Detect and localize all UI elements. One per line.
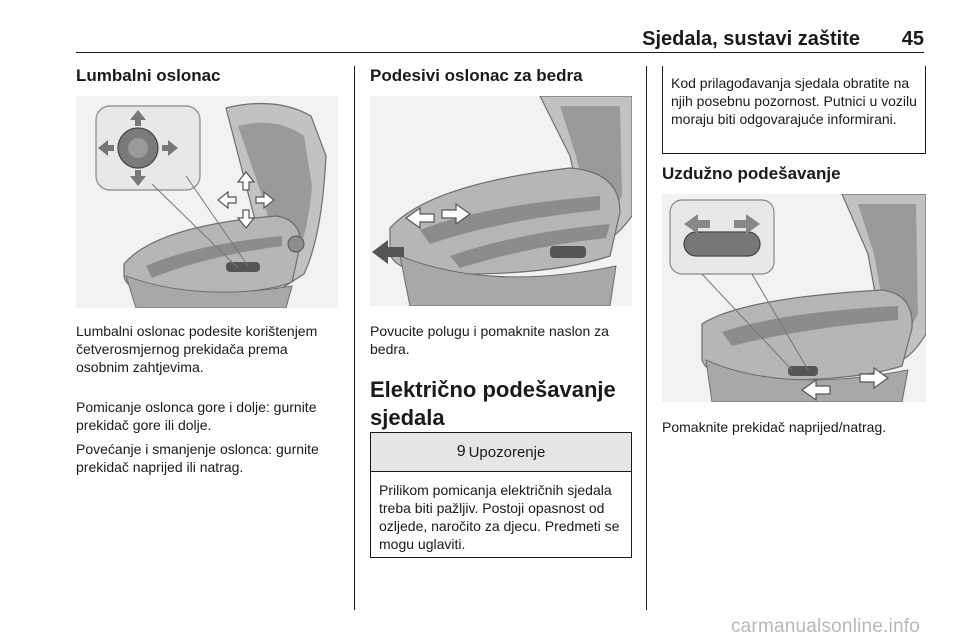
header-title: Sjedala, sustavi zaštite [642,28,860,50]
column-divider-1 [354,66,355,610]
thigh-support-paragraph: Povucite polugu i pomaknite naslon za bedra. [370,323,609,357]
longitudinal-paragraph: Pomaknite prekidač naprijed/natrag. [662,419,887,435]
lumbar-figure [76,96,338,308]
header-rule [76,52,924,53]
warning-text: Prilikom pomicanja električnih sjedala treba biti pažljiv. Postoji opasnost od ozljede, naročito za djecu. Predmeti se mogu uglaviti. [379,482,620,552]
note-text: Kod prilagođavanja sjedala obratite na njih posebnu pozornost. Putnici u vozilu moraju biti odgovarajuće informirani. [671,75,917,127]
warning-triangle-icon: 9 [456,443,466,460]
electric-adjustment-title: Električno podešavanje sjedala [370,377,616,430]
lumbar-paragraph-1: Lumbalni oslonac podesite korištenjem četverosmjernog prekidača prema osobnim zahtjevima. [76,323,318,375]
page-number: 45 [901,28,924,50]
longitudinal-figure [662,194,926,402]
lumbar-paragraph-3: Povećanje i smanjenje oslonca: gurnite prekidač naprijed ili natrag. [76,441,319,475]
warning-box [370,432,632,558]
longitudinal-heading: Uzdužno podešavanje [662,164,841,183]
watermark: carmanualsonline.info [730,616,920,637]
warning-header [371,433,631,472]
column-divider-2 [646,66,647,610]
lumbar-heading: Lumbalni oslonac [76,66,221,85]
thigh-support-heading: Podesivi oslonac za bedra [370,66,583,85]
note-box [662,66,926,154]
thigh-support-figure [370,96,632,306]
lumbar-paragraph-2: Pomicanje oslonca gore i dolje: gurnite prekidač gore ili dolje. [76,399,317,433]
warning-title: Upozorenje [468,443,546,461]
